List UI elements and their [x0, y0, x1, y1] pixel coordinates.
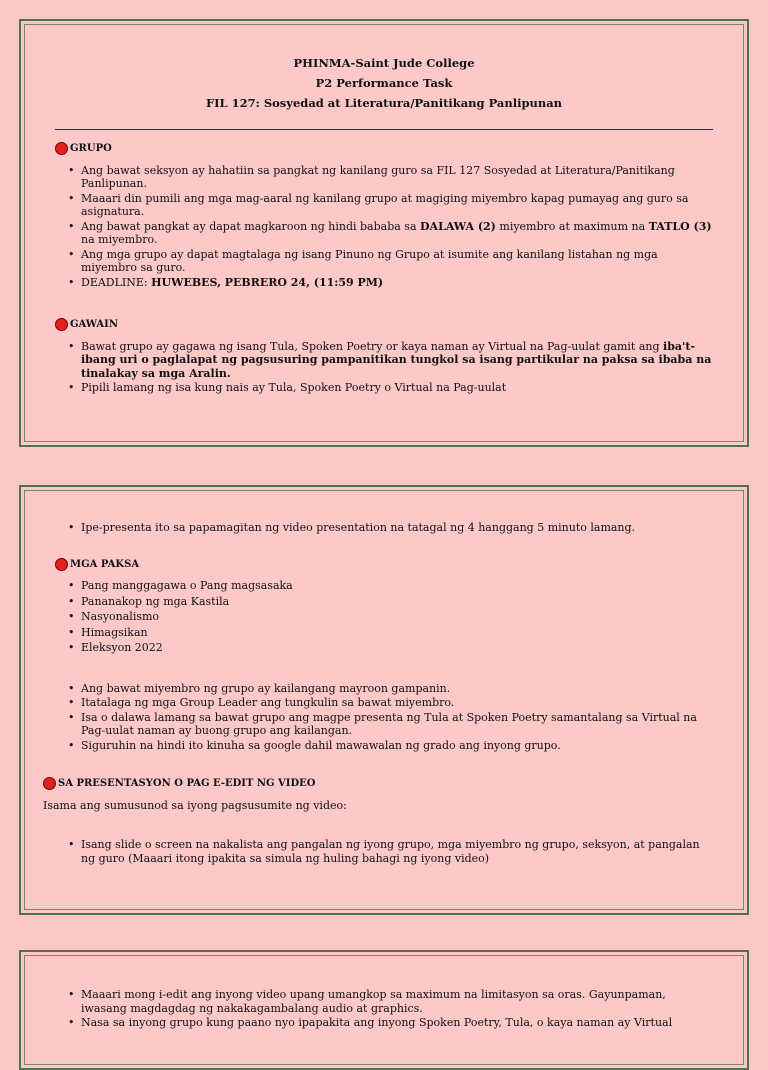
- editing-list: [55, 988, 713, 1030]
- school-name: PHINMA-Saint Jude College: [293, 56, 475, 70]
- list-item: • Eleksyon 2022: [81, 641, 713, 655]
- red-circle-icon: [55, 558, 68, 571]
- list-item: • Ang bawat pangkat ay dapat magkaroon ng hindi bababa sa DALAWA (2) miyembro at maximum na TATLO (3) na miyembro.: [81, 220, 713, 247]
- list-item: • Itatalaga ng mga Group Leader ang tungkulin sa bawat miyembro.: [81, 696, 713, 710]
- list-item: • Pipili lamang ng isa kung nais ay Tula, Spoken Poetry o Virtual na Pag-uulat: [81, 381, 713, 395]
- grupo-list: [55, 164, 713, 290]
- red-circle-icon: [43, 777, 56, 790]
- list-item: • Maaari din pumili ang mga mag-aaral ng kanilang grupo at magiging miyembro kapag pumayag ang guro sa asignatura.: [81, 192, 713, 219]
- section-grupo: [55, 142, 713, 156]
- list-item: • Ang mga grupo ay dapat magtalaga ng isang Pinuno ng Grupo at isumite ang kanilang listahan ng mga miyembro sa guro.: [81, 248, 713, 275]
- section-paksa-title: MGA PAKSA: [70, 558, 140, 570]
- list-item: • DEADLINE: HUWEBES, PEBRERO 24, (11:59 PM): [81, 276, 713, 290]
- intro-list: [55, 521, 713, 535]
- list-item: • Himagsikan: [81, 626, 713, 640]
- section-gawain: [55, 318, 713, 332]
- list-item: • Pang manggagawa o Pang magsasaka: [81, 579, 713, 593]
- red-circle-icon: [55, 142, 68, 155]
- list-item: • Ipe-presenta ito sa papamagitan ng video presentation na tatagal ng 4 hanggang 5 minuto lamang.: [81, 521, 713, 535]
- list-item: • Ang bawat miyembro ng grupo ay kailangang mayroon gampanin.: [81, 682, 713, 696]
- document-page-3: [19, 950, 749, 1070]
- list-item: • Pananakop ng mga Kastila: [81, 595, 713, 609]
- list-item: • Siguruhin na hindi ito kinuha sa google dahil mawawalan ng grado ang inyong grupo.: [81, 739, 713, 753]
- section-gawain-title: GAWAIN: [70, 319, 118, 330]
- section-paksa: [55, 558, 713, 572]
- list-item: • Ang bawat seksyon ay hahatiin sa pangkat ng kanilang guro sa FIL 127 Sosyedad at Literatura/Panitikang Panlipunan.: [81, 164, 713, 191]
- paksa-list: [55, 579, 713, 655]
- list-item: • Maaari mong i-edit ang inyong video upang umangkop sa maximum na limitasyon sa oras. Gayunpaman, iwasang magdagdag ng nakakagambalang audio at graphics.: [81, 988, 713, 1015]
- section-grupo-title: GRUPO: [70, 143, 112, 154]
- list-item: • Bawat grupo ay gagawa ng isang Tula, Spoken Poetry or kaya naman ay Virtual na Pag-uulat gamit ang iba't-ibang uri o paglalapat ng pagsusuring pampanitikan tungkol sa isang partikular na paksa sa ibaba na tinalakay sa mga Aralin.: [81, 340, 713, 381]
- document-page-1: [19, 19, 749, 447]
- list-item: • Isang slide o screen na nakalista ang pangalan ng iyong grupo, mga miyembro ng grupo, seksyon, at pangalan ng guro (Maaari itong ipakita sa simula ng huling bahagi ng iyong video): [81, 838, 713, 865]
- presentasyon-intro: Isama ang sumusunod sa iyong pagsusumite ng video:: [43, 798, 347, 812]
- header-divider: [55, 129, 713, 130]
- gawain-list: [55, 340, 713, 395]
- presentasyon-list: [55, 838, 713, 865]
- list-item: • Nasyonalismo: [81, 610, 713, 624]
- red-circle-icon: [55, 318, 68, 331]
- section-presentasyon: [43, 777, 713, 791]
- list-item: • Nasa sa inyong grupo kung paano nyo ipapakita ang inyong Spoken Poetry, Tula, o kaya naman ay Virtual: [81, 1016, 713, 1030]
- document-page-2: [19, 485, 749, 915]
- course-title: FIL 127: Sosyedad at Literatura/Panitikang Panlipunan: [205, 96, 563, 110]
- section-presentasyon-title: SA PRESENTASYON O PAG E-EDIT NG VIDEO: [58, 778, 316, 789]
- document-header: [55, 21, 713, 113]
- list-item: • Isa o dalawa lamang sa bawat grupo ang magpe presenta ng Tula at Spoken Poetry samantalang sa Virtual na Pag-uulat naman ay buong grupo ang kailangan.: [81, 711, 713, 738]
- task-title: P2 Performance Task: [315, 76, 453, 90]
- rules-list: [55, 682, 713, 753]
